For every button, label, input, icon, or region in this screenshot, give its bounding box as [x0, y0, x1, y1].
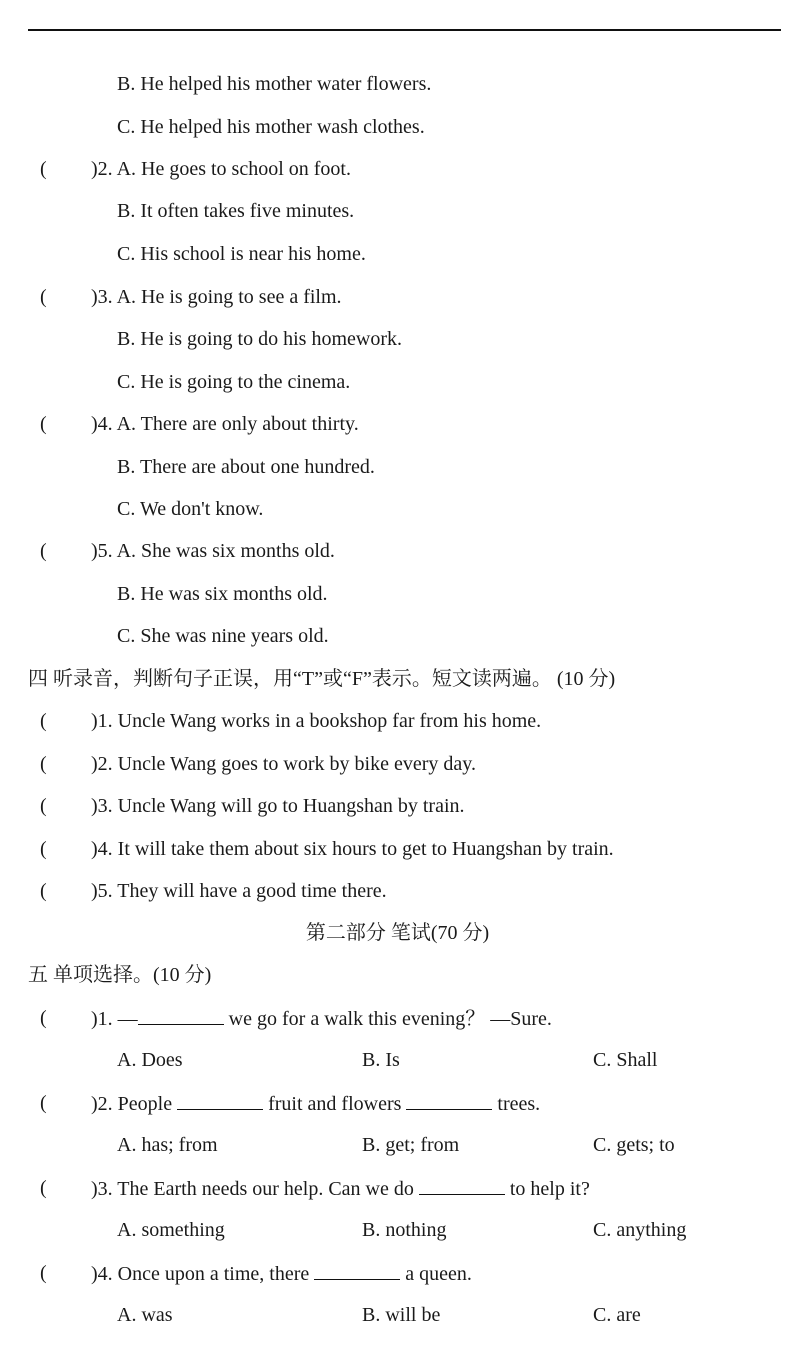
question-number-4-s3: )4. A. There are only about thirty. — [91, 413, 359, 435]
answer-paren-open: ( — [40, 880, 47, 902]
section-5-heading: 五 单项选择。(10 分) — [28, 964, 212, 986]
mc-q3-option-b: B. nothing — [362, 1219, 447, 1241]
option-b-q2-s3: B. It often takes five minutes. — [117, 200, 355, 222]
option-c-q2-s3: C. His school is near his home. — [117, 243, 366, 265]
option-c-q1-s3: C. He helped his mother wash clothes. — [117, 116, 425, 138]
answer-paren-open: ( — [40, 710, 47, 732]
question-number-3-s3: )3. A. He is going to see a film. — [91, 286, 342, 308]
mc-question-4: )4. Once upon a time, there a queen. — [91, 1263, 472, 1285]
answer-paren-open: ( — [40, 1177, 47, 1199]
answer-blank — [419, 1176, 505, 1195]
mc-q2-option-a: A. has; from — [117, 1134, 218, 1156]
option-b-q1-s3: B. He helped his mother water flowers. — [117, 73, 432, 95]
mc-q2-option-c: C. gets; to — [593, 1134, 675, 1156]
tf-item-5: )5. They will have a good time there. — [91, 880, 387, 902]
mc-q2-option-b: B. get; from — [362, 1134, 460, 1156]
answer-blank — [406, 1091, 492, 1110]
section-4-heading: 四 听录音，判断句子正误，用“T”或“F”表示。短文读两遍。 (10 分) — [28, 668, 616, 690]
mc-q1-option-a: A. Does — [117, 1049, 183, 1071]
answer-paren-open: ( — [40, 838, 47, 860]
answer-blank — [314, 1261, 400, 1280]
mc-q3-option-c: C. anything — [593, 1219, 687, 1241]
answer-paren-open: ( — [40, 795, 47, 817]
mc-question-2: )2. People fruit and flowers trees. — [91, 1093, 541, 1115]
mc-question-1: )1. — we go for a walk this evening？ —Sure. — [91, 1008, 552, 1030]
option-b-q5-s3: B. He was six months old. — [117, 583, 328, 605]
tf-item-4: )4. It will take them about six hours to get to Huangshan by train. — [91, 838, 614, 860]
tf-item-3: )3. Uncle Wang will go to Huangshan by train. — [91, 795, 465, 817]
option-c-q5-s3: C. She was nine years old. — [117, 625, 329, 647]
mc-q4-option-a: A. was — [117, 1304, 173, 1326]
answer-paren-open: ( — [40, 753, 47, 775]
top-rule — [28, 29, 781, 31]
mc-question-3: )3. The Earth needs our help. Can we do to help it? — [91, 1178, 590, 1200]
option-c-q4-s3: C. We don't know. — [117, 498, 264, 520]
option-b-q3-s3: B. He is going to do his homework. — [117, 328, 402, 350]
mc-q1-option-b: B. Is — [362, 1049, 400, 1071]
mc-q4-option-b: B. will be — [362, 1304, 441, 1326]
question-number-2-s3: )2. A. He goes to school on foot. — [91, 158, 351, 180]
mc-q4-option-c: C. are — [593, 1304, 641, 1326]
option-b-q4-s3: B. There are about one hundred. — [117, 456, 375, 478]
answer-paren-open: ( — [40, 158, 47, 180]
mc-q3-option-a: A. something — [117, 1219, 225, 1241]
option-c-q3-s3: C. He is going to the cinema. — [117, 371, 351, 393]
tf-item-2: )2. Uncle Wang goes to work by bike every day. — [91, 753, 476, 775]
answer-blank — [177, 1091, 263, 1110]
answer-paren-open: ( — [40, 540, 47, 562]
answer-paren-open: ( — [40, 1007, 47, 1029]
mc-q1-option-c: C. Shall — [593, 1049, 658, 1071]
answer-paren-open: ( — [40, 1092, 47, 1114]
answer-blank — [138, 1006, 224, 1025]
tf-item-1: )1. Uncle Wang works in a bookshop far from his home. — [91, 710, 542, 732]
answer-paren-open: ( — [40, 286, 47, 308]
answer-paren-open: ( — [40, 1262, 47, 1284]
question-number-5-s3: )5. A. She was six months old. — [91, 540, 335, 562]
answer-paren-open: ( — [40, 413, 47, 435]
part-2-title: 第二部分 笔试(70 分) — [305, 922, 490, 944]
